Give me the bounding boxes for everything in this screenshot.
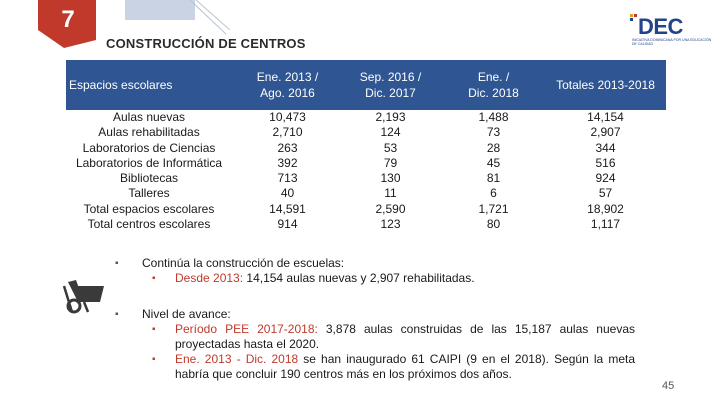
bullet-text: Nivel de avance: xyxy=(142,307,231,321)
row-label: Laboratorios de Ciencias xyxy=(82,140,216,155)
cell-value: 57 xyxy=(598,186,613,201)
cell-value: 6 xyxy=(490,186,497,201)
cell-value: 516 xyxy=(595,155,616,170)
logo-text: DEC xyxy=(638,14,683,39)
header-col-1 xyxy=(236,60,339,110)
header-col-2 xyxy=(339,60,442,110)
header-col-4-line1: Totales 2013-2018 xyxy=(556,78,655,92)
cell-value: 2,710 xyxy=(272,125,303,140)
row-label: Total centros escolares xyxy=(87,217,211,232)
bullet-list xyxy=(115,256,635,382)
wheelbarrow-icon xyxy=(60,272,106,316)
header-col-2-line2: Dic. 2017 xyxy=(365,86,416,100)
highlight-text: Desde 2013: xyxy=(175,271,244,285)
row-label: Total espacios escolares xyxy=(83,201,215,216)
cell-value: 130 xyxy=(380,171,401,186)
cell-value: 924 xyxy=(595,171,616,186)
row-label: Aulas nuevas xyxy=(112,110,186,124)
slide-number: 7 xyxy=(61,6,75,33)
sub-bullet-pee-period xyxy=(115,322,635,352)
cell-value: 124 xyxy=(380,125,401,140)
row-label: Aulas rehabilitadas xyxy=(98,125,200,140)
cell-value: 10,473 xyxy=(269,110,306,124)
highlight-text: Período PEE 2017-2018: xyxy=(175,322,318,336)
cell-value: 14,154 xyxy=(587,110,624,124)
bullet-dot: ▪ xyxy=(152,324,156,335)
cell-value: 2,590 xyxy=(375,201,406,216)
header-col-3-line2: Dic. 2018 xyxy=(468,86,519,100)
header-label: Espacios escolares xyxy=(66,60,236,110)
slide-number-badge xyxy=(0,0,112,48)
decorative-box xyxy=(125,0,195,20)
cell-value: 81 xyxy=(486,171,501,186)
logo-subtitle: INICIATIVA DOMINICANA POR UNA EDUCACIÓN DE CALIDAD xyxy=(632,38,712,46)
cell-value: 2,193 xyxy=(375,110,406,124)
cell-value: 14,591 xyxy=(269,201,306,216)
row-label: Bibliotecas xyxy=(119,171,179,186)
highlight-text: Ene. 2013 - Dic. 2018 xyxy=(175,352,299,366)
cell-value: 1,488 xyxy=(478,110,509,124)
cell-value: 123 xyxy=(380,217,401,232)
cell-value: 1,721 xyxy=(478,201,509,216)
cell-value: 2,907 xyxy=(590,125,621,140)
row-label: Talleres xyxy=(128,186,170,201)
cell-value: 18,902 xyxy=(587,201,624,216)
cell-value: 79 xyxy=(383,155,398,170)
bullet-dot: ▪ xyxy=(152,354,156,365)
sub-bullet-since-2013 xyxy=(115,271,635,286)
cell-value: 713 xyxy=(277,171,298,186)
cell-value: 73 xyxy=(486,125,501,140)
header-col-3 xyxy=(442,60,545,110)
table-row xyxy=(66,125,666,140)
table-header-row xyxy=(66,60,666,110)
table-row xyxy=(66,171,666,186)
cell-value: 80 xyxy=(486,217,501,232)
bullet-dot: ▪ xyxy=(115,258,119,269)
cell-value: 1,117 xyxy=(590,217,621,232)
decorative-lines xyxy=(190,0,230,40)
sub-bullet-text: se han inaugurado 61 CAIPI (9 en el 2018). Según la meta habría que concluir 190 centros más en los próximos dos años. xyxy=(175,352,635,381)
sub-bullet-caipi xyxy=(115,352,635,382)
sub-bullet-text: 3,878 aulas construidas de las 15,187 aulas nuevas proyectadas hasta el 2020. xyxy=(175,322,635,351)
cell-value: 53 xyxy=(383,140,398,155)
cell-value: 45 xyxy=(486,155,501,170)
sub-bullet-text: 14,154 aulas nuevas y 2,907 rehabilitadas. xyxy=(243,271,475,285)
bullet-text: Continúa la construcción de escuelas: xyxy=(142,256,345,270)
table-row xyxy=(66,156,666,171)
header-col-1-line1: Ene. 2013 / xyxy=(256,70,319,84)
cell-value: 263 xyxy=(277,140,298,155)
section-title: CONSTRUCCIÓN DE CENTROS xyxy=(106,36,306,51)
cell-value: 28 xyxy=(486,140,501,155)
page-number: 45 xyxy=(662,380,675,392)
cell-value: 392 xyxy=(277,155,298,170)
header-col-4 xyxy=(545,60,666,110)
table-row xyxy=(66,217,666,232)
header-col-2-line1: Sep. 2016 / xyxy=(359,70,422,84)
table-row xyxy=(66,186,666,201)
header-col-3-line1: Ene. / xyxy=(477,70,510,84)
bullet-dot: ▪ xyxy=(152,273,156,284)
cell-value: 914 xyxy=(277,217,298,232)
row-label: Laboratorios de Informática xyxy=(75,155,223,170)
header-col-1-line2: Ago. 2016 xyxy=(260,86,315,100)
bullet-progress xyxy=(115,307,635,322)
construction-table xyxy=(66,60,666,232)
table-row xyxy=(66,110,666,125)
bullet-dot: ▪ xyxy=(115,309,119,320)
cell-value: 11 xyxy=(384,186,397,201)
cell-value: 344 xyxy=(595,140,616,155)
bullet-construction xyxy=(115,256,635,271)
table-row xyxy=(66,202,666,217)
table-row xyxy=(66,141,666,156)
idec-logo xyxy=(628,12,710,52)
cell-value: 40 xyxy=(280,186,295,201)
